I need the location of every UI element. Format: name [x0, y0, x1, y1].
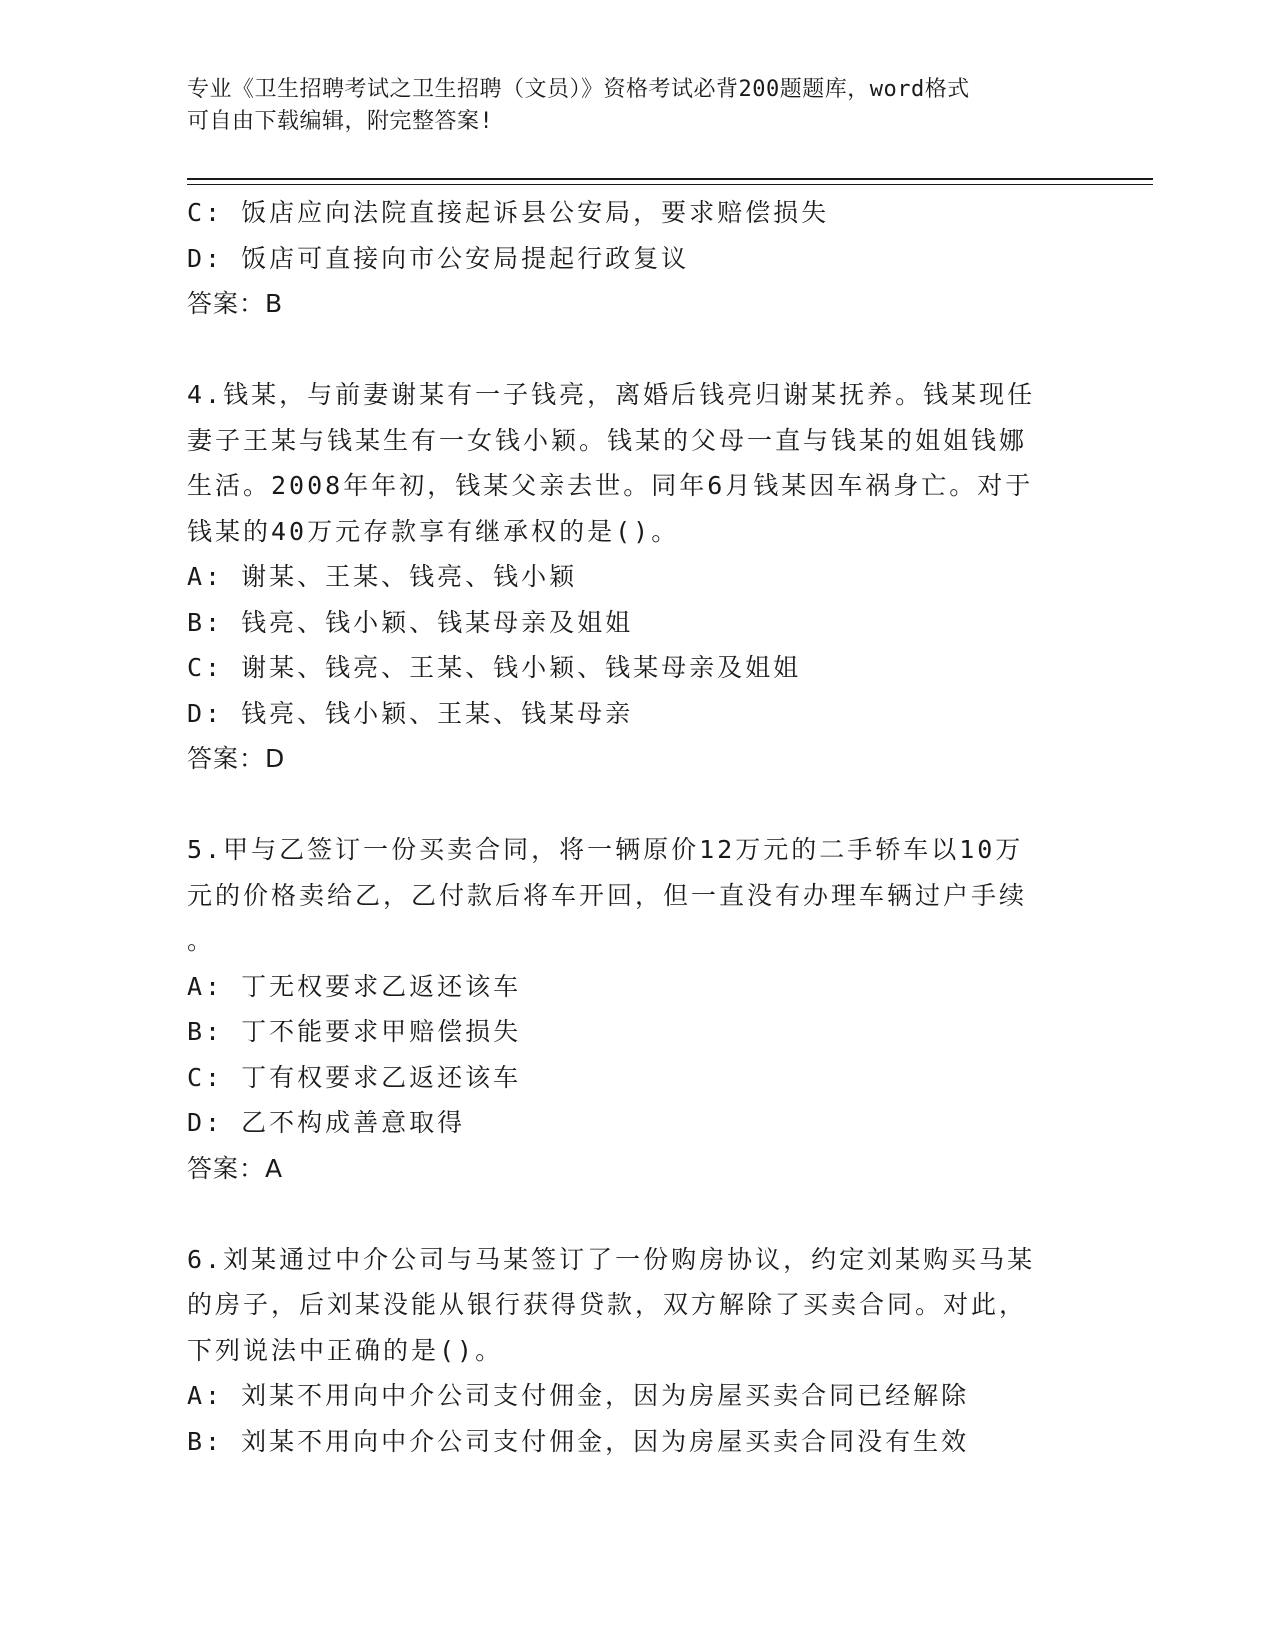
question-text-line: 的房子，后刘某没能从银行获得贷款，双方解除了买卖合同。对此，: [187, 1290, 1028, 1319]
option-a: A: 丁无权要求乙返还该车: [187, 971, 522, 1001]
option-c: C: 饭店应向法院直接起诉县公安局，要求赔偿损失: [187, 198, 830, 227]
question-6: [187, 1237, 1067, 1465]
question-text-line: 4.钱某，与前妻谢某有一子钱亮，离婚后钱亮归谢某抚养。钱某现任: [187, 380, 1036, 409]
header-line-2: 可自由下载编辑，附完整答案!: [187, 109, 494, 134]
option-a: A: 谢某、王某、钱亮、钱小颖: [187, 562, 578, 591]
question-text-line: 。: [187, 926, 216, 955]
option-d: D: 饭店可直接向市公安局提起行政复议: [187, 243, 690, 273]
spacer: [187, 782, 1067, 828]
question-text-line: 下列说法中正确的是()。: [187, 1335, 504, 1365]
question-text-line: 妻子王某与钱某生有一女钱小颖。钱某的父母一直与钱某的姐姐钱娜: [187, 425, 1028, 455]
option-c: C: 丁有权要求乙返还该车: [187, 1062, 522, 1092]
page-header: [187, 74, 1087, 138]
answer: 答案：D: [187, 744, 286, 773]
header-divider-thick: [187, 178, 1153, 180]
option-a: A: 刘某不用向中介公司支付佣金，因为房屋买卖合同已经解除: [187, 1381, 970, 1410]
spacer: [187, 1191, 1067, 1237]
question-text-line: 钱某的40万元存款享有继承权的是()。: [187, 516, 680, 546]
question-4: [187, 372, 1067, 782]
spacer: [187, 327, 1067, 373]
header-line-1: 专业《卫生招聘考试之卫生招聘（文员）》资格考试必背200题题库，word格式: [187, 77, 970, 102]
question-text-line: 6.刘某通过中介公司与马某签订了一份购房协议，约定刘某购买马某: [187, 1244, 1036, 1274]
question-text-line: 5.甲与乙签订一份买卖合同，将一辆原价12万元的二手轿车以10万: [187, 835, 1024, 864]
question-content: [187, 190, 1067, 1464]
question-3-tail: [187, 190, 1067, 327]
option-b: B: 钱亮、钱小颖、钱某母亲及姐姐: [187, 607, 634, 637]
question-text-line: 元的价格卖给乙，乙付款后将车开回，但一直没有办理车辆过户手续: [187, 880, 1028, 910]
option-d: D: 钱亮、钱小颖、王某、钱某母亲: [187, 698, 634, 728]
option-c: C: 谢某、钱亮、王某、钱小颖、钱某母亲及姐姐: [187, 653, 802, 682]
option-b: B: 丁不能要求甲赔偿损失: [187, 1017, 522, 1046]
option-d: D: 乙不构成善意取得: [187, 1108, 466, 1137]
answer: 答案：A: [187, 1153, 284, 1183]
question-text-line: 生活。2008年年初，钱某父亲去世。同年6月钱某因车祸身亡。对于: [187, 471, 1034, 500]
question-5: [187, 827, 1067, 1191]
answer: 答案：B: [187, 289, 284, 318]
option-b: B: 刘某不用向中介公司支付佣金，因为房屋买卖合同没有生效: [187, 1426, 970, 1456]
header-divider-thin: [187, 184, 1153, 185]
